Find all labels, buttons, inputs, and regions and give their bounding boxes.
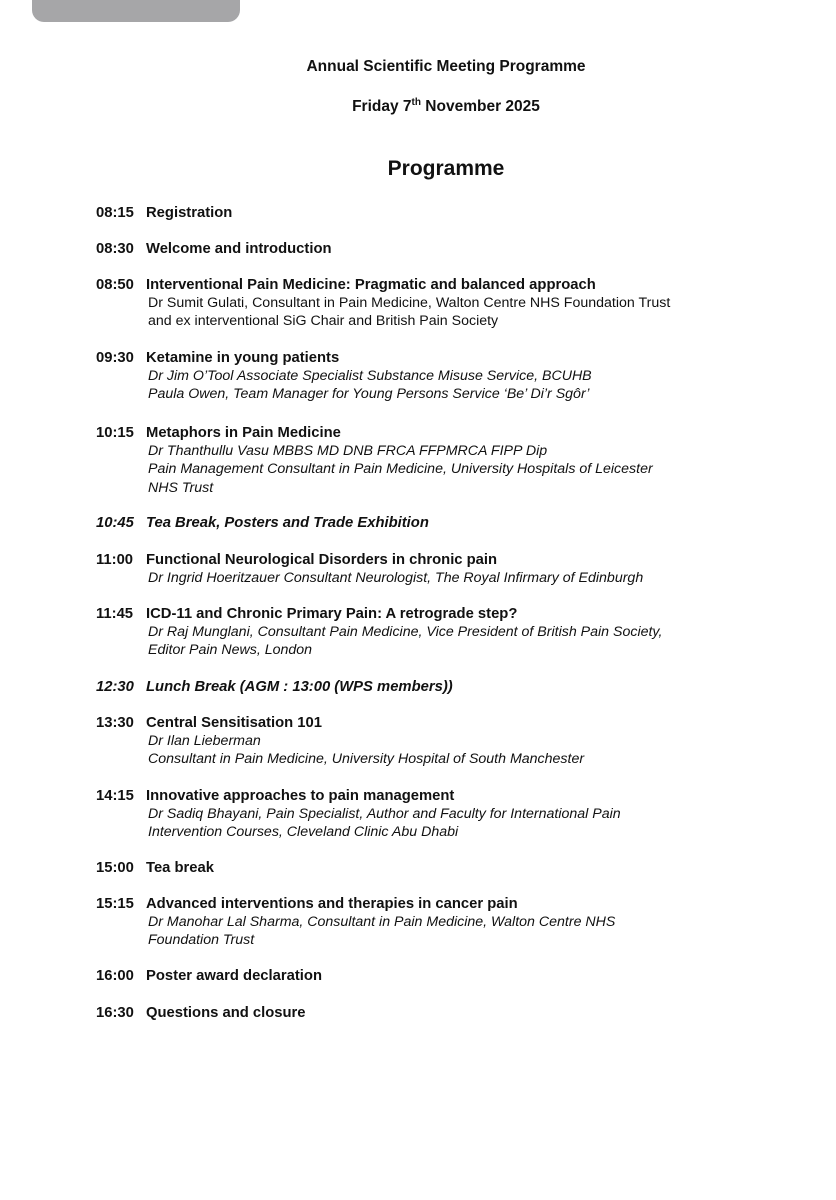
programme-entry-1100	[96, 551, 643, 587]
entry-heading	[96, 276, 670, 294]
entry-speaker-line: Dr Jim O’Tool Associate Specialist Substance Misuse Service, BCUHB	[148, 368, 592, 384]
entry-speaker-line: Dr Sadiq Bhayani, Pain Specialist, Author and Faculty for International Pain	[148, 806, 621, 822]
entry-heading	[96, 204, 232, 222]
event-date-day: Friday 7	[352, 98, 412, 115]
event-date-ordinal: th	[411, 97, 421, 108]
programme-entry-1630	[96, 1004, 306, 1022]
entry-time: 16:30	[96, 1005, 134, 1021]
entry-heading	[96, 967, 322, 985]
entry-heading	[96, 605, 662, 623]
programme-entry-1515	[96, 895, 615, 950]
event-date-rest: November 2025	[421, 98, 540, 115]
entry-heading	[96, 424, 653, 442]
programme-entry-0830	[96, 240, 332, 258]
entry-heading	[96, 514, 429, 532]
entry-speaker-line: Paula Owen, Team Manager for Young Persons Service ‘Be’ Di’r Sgôr’	[148, 386, 590, 403]
entry-title: Welcome and introduction	[146, 241, 332, 257]
entry-time: 08:15	[96, 205, 134, 221]
programme-entry-1330	[96, 714, 584, 769]
programme-entry-0815	[96, 204, 232, 222]
entry-title: Metaphors in Pain Medicine	[146, 425, 341, 441]
entry-title: ICD-11 and Chronic Primary Pain: A retrograde step?	[146, 606, 518, 622]
programme-entry-1015	[96, 424, 653, 497]
entry-speaker-line: Pain Management Consultant in Pain Medicine, University Hospitals of Leicester	[148, 461, 653, 478]
entry-time: 13:30	[96, 715, 134, 731]
entry-speaker-line: Dr Raj Munglani, Consultant Pain Medicine, Vice President of British Pain Society,	[148, 624, 663, 640]
entry-time: 11:00	[96, 552, 134, 568]
programme-entry-1045	[96, 514, 429, 532]
entry-time: 09:30	[96, 350, 134, 366]
entry-title: Advanced interventions and therapies in cancer pain	[146, 896, 518, 912]
entry-time: 16:00	[96, 968, 134, 984]
entry-speaker-line: Dr Manohar Lal Sharma, Consultant in Pain Medicine, Walton Centre NHS	[148, 914, 616, 930]
entry-speaker-line: Dr Thanthullu Vasu MBBS MD DNB FRCA FFPMRCA FIPP Dip	[148, 443, 548, 459]
entry-heading	[96, 678, 453, 696]
programme-heading: Programme	[387, 157, 505, 180]
entry-title: Lunch Break (AGM : 13:00 (WPS members))	[146, 679, 453, 695]
entry-title: Functional Neurological Disorders in chronic pain	[146, 552, 498, 568]
document-title: Annual Scientific Meeting Programme	[306, 58, 586, 75]
programme-entry-1230	[96, 678, 453, 696]
programme-entry-0850	[96, 276, 670, 331]
entry-heading	[96, 551, 643, 569]
entry-time: 10:45	[96, 515, 134, 531]
programme-entry-1415	[96, 787, 621, 842]
entry-time: 14:15	[96, 788, 134, 804]
programme-entry-1500	[96, 859, 214, 877]
entry-title: Tea Break, Posters and Trade Exhibition	[146, 515, 429, 531]
entry-title: Questions and closure	[146, 1005, 306, 1021]
event-date	[0, 98, 836, 116]
entry-time: 08:30	[96, 241, 134, 257]
entry-heading	[96, 714, 584, 732]
entry-speaker-line: Editor Pain News, London	[148, 642, 313, 659]
entry-heading	[96, 787, 621, 805]
entry-speaker-line: Dr Ilan Lieberman	[148, 733, 261, 749]
top-tab-bar	[32, 0, 240, 22]
entry-time: 15:00	[96, 860, 134, 876]
entry-heading	[96, 859, 214, 877]
entry-time: 15:15	[96, 896, 134, 912]
entry-heading	[96, 895, 615, 913]
entry-speaker-line: Foundation Trust	[148, 932, 255, 949]
entry-title: Poster award declaration	[146, 968, 322, 984]
entry-title: Registration	[146, 205, 233, 221]
entry-speaker-line: Intervention Courses, Cleveland Clinic Abu Dhabi	[148, 824, 459, 841]
entry-time: 11:45	[96, 606, 134, 622]
entry-speaker-line: NHS Trust	[148, 479, 214, 496]
entry-heading	[96, 349, 592, 367]
entry-speaker-line: and ex interventional SiG Chair and British Pain Society	[148, 313, 499, 330]
programme-entry-1145	[96, 605, 662, 660]
entry-title: Ketamine in young patients	[146, 350, 340, 366]
entry-heading	[96, 1004, 306, 1022]
entry-time: 12:30	[96, 679, 134, 695]
entry-speaker-line: Dr Sumit Gulati, Consultant in Pain Medicine, Walton Centre NHS Foundation Trust	[148, 295, 671, 311]
entry-title: Innovative approaches to pain management	[146, 788, 455, 804]
programme-entry-1600	[96, 967, 322, 985]
entry-title: Central Sensitisation 101	[146, 715, 322, 731]
entry-speaker-line: Dr Ingrid Hoeritzauer Consultant Neurologist, The Royal Infirmary of Edinburgh	[148, 570, 644, 586]
entry-speaker-line: Consultant in Pain Medicine, University Hospital of South Manchester	[148, 751, 585, 768]
entry-title: Tea break	[146, 860, 214, 876]
entry-title: Interventional Pain Medicine: Pragmatic and balanced approach	[146, 277, 596, 293]
entry-time: 10:15	[96, 425, 134, 441]
entry-heading	[96, 240, 332, 258]
entry-time: 08:50	[96, 277, 134, 293]
programme-entry-0930	[96, 349, 592, 404]
